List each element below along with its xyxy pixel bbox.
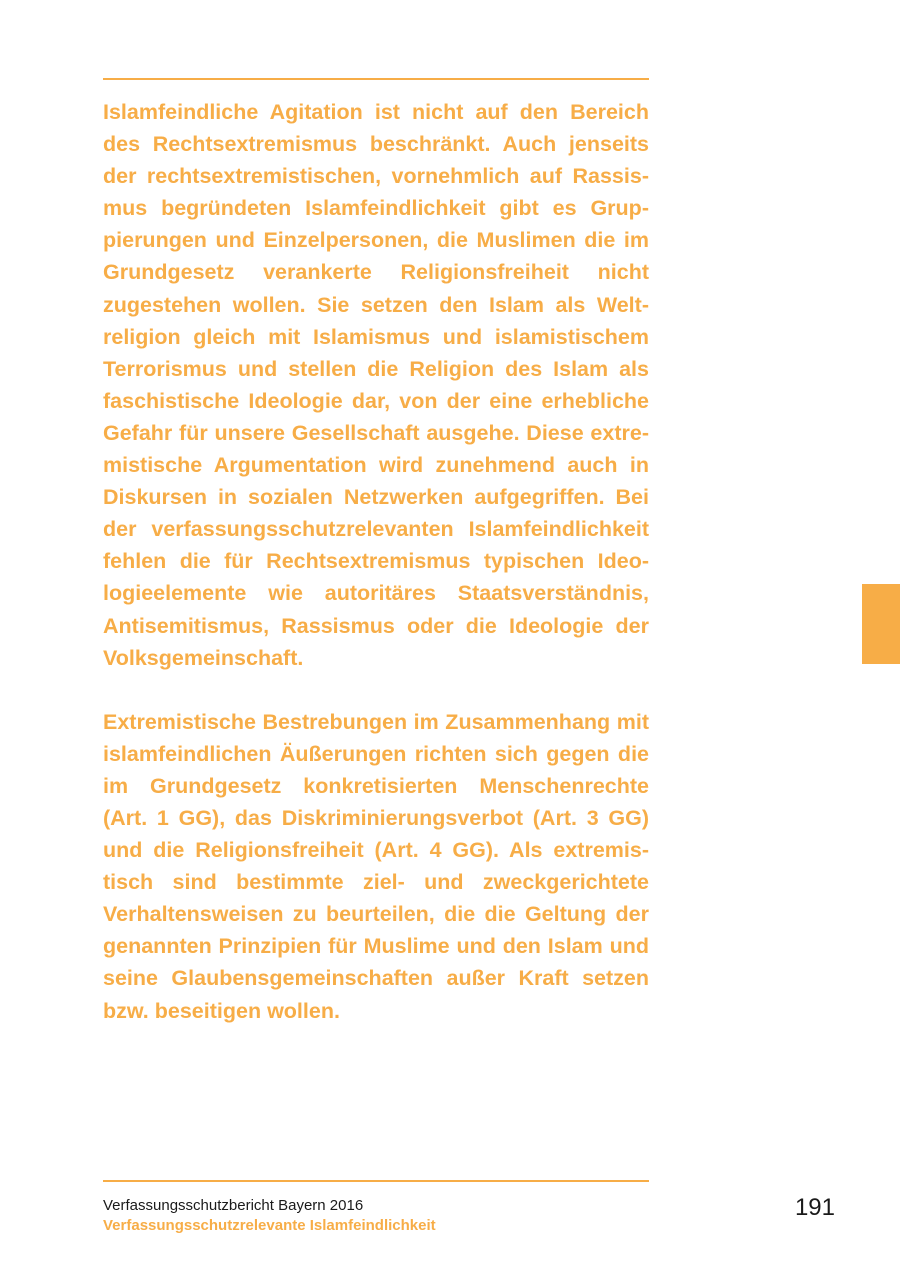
chapter-tab-marker xyxy=(862,584,900,664)
paragraph-2: Extremistische Bestrebungen im Zusammenhang mit islamfeindlichen Äußerungen richten sich gegen die im Grundgesetz konkretisierten Menschenrechte (Art. 1 GG), das Diskriminierungsverbot (Art. 3 GG) und die Religionsfreiheit (Art. 4 GG). Als extremistisch sind bestimmte ziel- und zweckgerichtete Verhaltensweisen zu beurteilen, die die Geltung der genannten Prinzipien für Muslime und den Islam und seine Glaubensgemeinschaften außer Kraft setzen bzw. beseitigen wollen. xyxy=(103,709,649,1023)
footer-publication-title: Verfassungsschutzbericht Bayern 2016 xyxy=(103,1197,364,1214)
top-divider xyxy=(103,78,649,80)
body-text xyxy=(103,96,649,1027)
footer-divider xyxy=(103,1180,649,1182)
paragraph-1: Islamfeindliche Agitation ist nicht auf den Bereich des Rechtsextremismus beschränkt. Auch jenseits der rechtsextremistischen, vornehmlich auf Rassismus begründeten Islamfeindlichkeit gibt es Gruppierungen und Einzelpersonen, die Muslimen die im Grundgesetz verankerte Religionsfreiheit nicht zugestehen wollen. Sie setzen den Islam als Weltreligion gleich mit Islamismus und islamistischem Terrorismus und stellen die Religion des Islam als faschistische Ideologie dar, von der eine erhebliche Gefahr für unsere Gesellschaft ausgehe. Diese extremistische Argumentation wird zunehmend auch in Diskursen in sozialen Netzwerken aufgegriffen. Bei der verfassungsschutzrelevanten Islamfeindlichkeit fehlen die für Rechtsextremismus typischen Ideologieelemente wie autoritäres Staatsverständnis, Antisemitismus, Rassismus oder die Ideologie der Volksgemeinschaft. xyxy=(103,100,649,670)
footer-section-title: Verfassungsschutzrelevante Islamfeindlichkeit xyxy=(103,1217,436,1234)
page-number: 191 xyxy=(794,1194,835,1221)
